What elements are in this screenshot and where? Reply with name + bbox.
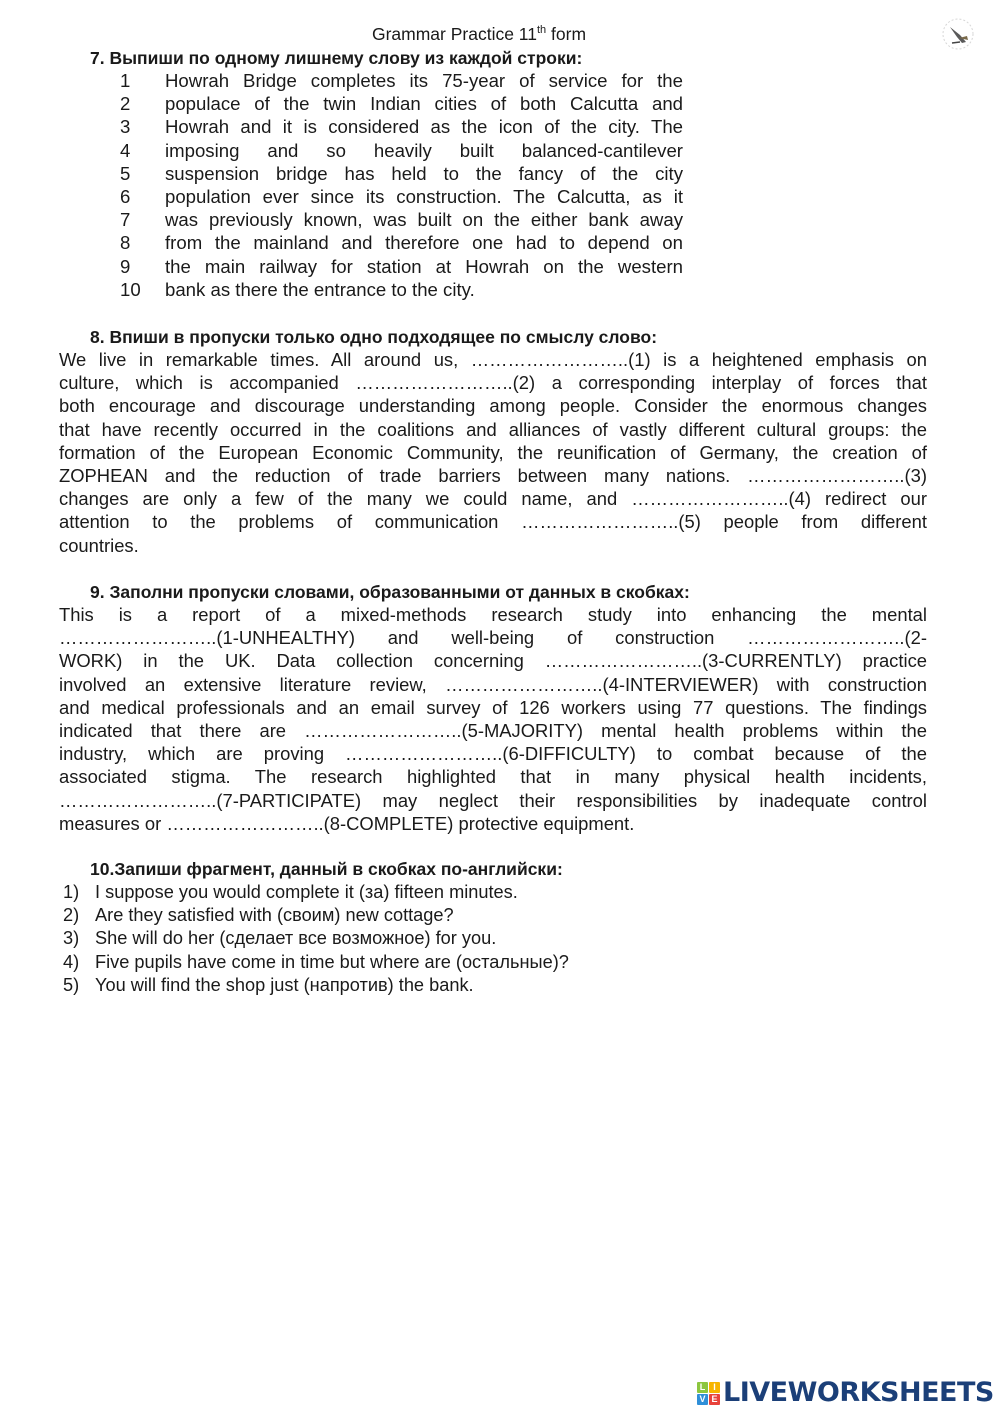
line-number: 10: [120, 278, 141, 300]
line-text: the main railway for station at Howrah on the western: [165, 255, 683, 277]
line-number: 3: [120, 116, 131, 138]
line-number: 9: [120, 255, 131, 277]
task8-heading: 8. Впиши в пропуски только одно подходящее по смыслу слово:: [90, 327, 658, 347]
line-text: was previously known, was built on the either bank away: [165, 209, 683, 231]
line-text: from the mainland and therefore one had to depend on: [165, 232, 683, 254]
item-number: 4): [63, 951, 80, 972]
line-number: 1: [120, 70, 131, 91]
paragraph-line: attention to the problems of communication ……………………..(5) people from different: [59, 511, 927, 533]
paragraph-line: associated stigma. The research highlighted that in many physical health incidents,: [59, 766, 927, 788]
numbered-line: [118, 278, 683, 301]
liveworksheets-logo[interactable]: [697, 1378, 994, 1408]
task10-heading: 10.Запиши фрагмент, данный в скобках по-английски:: [90, 859, 563, 879]
list-item: [63, 904, 703, 927]
line-text: suspension bridge has held to the fancy of the city: [165, 162, 683, 184]
line-number: 5: [120, 162, 131, 184]
line-text: populace of the twin Indian cities of both Calcutta and: [165, 93, 683, 115]
task9-heading: 9. Заполни пропуски словами, образованными от данных в скобках:: [90, 582, 690, 602]
block-i: I: [709, 1382, 720, 1393]
paragraph-line: industry, which are proving ……………………..(6-DIFFICULTY) to combat because of the: [59, 743, 927, 765]
numbered-line: [118, 69, 683, 92]
paragraph-line: indicated that there are ……………………..(5-MAJORITY) mental health problems within the: [59, 719, 927, 741]
paragraph-line: We live in remarkable times. All around us, ……………………..(1) is a heightened emphasis on: [59, 349, 927, 370]
item-text: You will find the shop just (напротив) the bank.: [95, 974, 474, 995]
paragraph-line: WORK) in the UK. Data collection concerning ……………………..(3-CURRENTLY) practice: [59, 650, 927, 672]
list-item: [63, 927, 703, 950]
item-number: 1): [63, 882, 80, 902]
page-title: [0, 23, 958, 45]
paragraph-line: This is a report of a mixed-methods research study into enhancing the mental: [59, 604, 927, 625]
paragraph-line: measures or ……………………..(8-COMPLETE) protective equipment.: [59, 812, 635, 834]
list-item: [63, 951, 703, 974]
title-suffix: form: [546, 24, 587, 44]
numbered-line: [118, 115, 683, 138]
title-main: Grammar Practice 11: [371, 24, 537, 44]
line-number: 4: [120, 139, 131, 161]
numbered-line: [118, 92, 683, 115]
bird-logo-icon: [940, 16, 976, 52]
numbered-line: [118, 231, 683, 254]
line-number: 6: [120, 185, 131, 207]
line-number: 7: [120, 209, 131, 231]
paragraph-line: formation of the European Economic Community, the reunification of Germany, the creation of: [59, 441, 927, 463]
line-text: imposing and so heavily built balanced-cantilever: [165, 139, 683, 161]
paragraph-line: changes are only a few of the many we could name, and ……………………..(4) redirect our: [59, 488, 927, 510]
brand-name: LIVEWORKSHEETS: [723, 1377, 994, 1408]
line-text: Howrah and it is considered as the icon of the city. The: [165, 116, 683, 138]
live-blocks-icon: [697, 1382, 720, 1405]
line-number: 8: [120, 232, 131, 254]
item-number: 5): [63, 974, 80, 995]
list-item: [63, 974, 703, 997]
list-item: [63, 881, 703, 904]
paragraph-line: countries.: [59, 534, 139, 556]
paragraph-line: ZOPHEAN and the reduction of trade barriers between many nations. ……………………..(3): [59, 464, 927, 486]
line-text: bank as there the entrance to the city.: [165, 278, 475, 300]
task10-list: [63, 881, 703, 997]
block-e: E: [709, 1394, 720, 1405]
block-l: L: [697, 1382, 708, 1393]
paragraph-line: both encourage and discourage understanding among people. Consider the enormous changes: [59, 395, 927, 417]
item-text: I suppose you would complete it (за) fifteen minutes.: [95, 882, 518, 902]
task9-paragraph: [59, 603, 927, 835]
numbered-line: [118, 139, 683, 162]
title-superscript: th: [536, 24, 547, 36]
task7-heading: 7. Выпиши по одному лишнему слову из каждой строки:: [90, 48, 583, 68]
line-number: 2: [120, 93, 131, 115]
numbered-line: [118, 185, 683, 208]
item-text: She will do her (сделает все возможное) for you.: [95, 928, 497, 949]
numbered-line: [118, 208, 683, 231]
paragraph-line: culture, which is accompanied ……………………..(2) a corresponding interplay of forces that: [59, 372, 927, 394]
line-text: Howrah Bridge completes its 75-year of service for the: [165, 70, 683, 91]
numbered-line: [118, 255, 683, 278]
line-text: population ever since its construction. The Calcutta, as it: [165, 185, 683, 207]
task8-paragraph: [59, 348, 927, 557]
item-number: 2): [63, 905, 80, 926]
paragraph-line: involved an extensive literature review, ……………………..(4-INTERVIEWER) with construction: [59, 673, 927, 695]
paragraph-line: ……………………..(7-PARTICIPATE) may neglect their responsibilities by inadequate control: [59, 789, 927, 811]
item-text: Are they satisfied with (своим) new cottage?: [95, 905, 454, 926]
block-v: V: [697, 1394, 708, 1405]
paragraph-line: that have recently occurred in the coalitions and alliances of vastly different cultural groups: the: [59, 418, 927, 440]
paragraph-line: ……………………..(1-UNHEALTHY) and well-being of construction ……………………..(2-: [59, 627, 927, 649]
paragraph-line: and medical professionals and an email survey of 126 workers using 77 questions. The findings: [59, 696, 927, 718]
task7-lines: [118, 69, 683, 301]
numbered-line: [118, 162, 683, 185]
item-number: 3): [63, 928, 80, 949]
item-text: Five pupils have come in time but where are (остальные)?: [95, 951, 569, 972]
